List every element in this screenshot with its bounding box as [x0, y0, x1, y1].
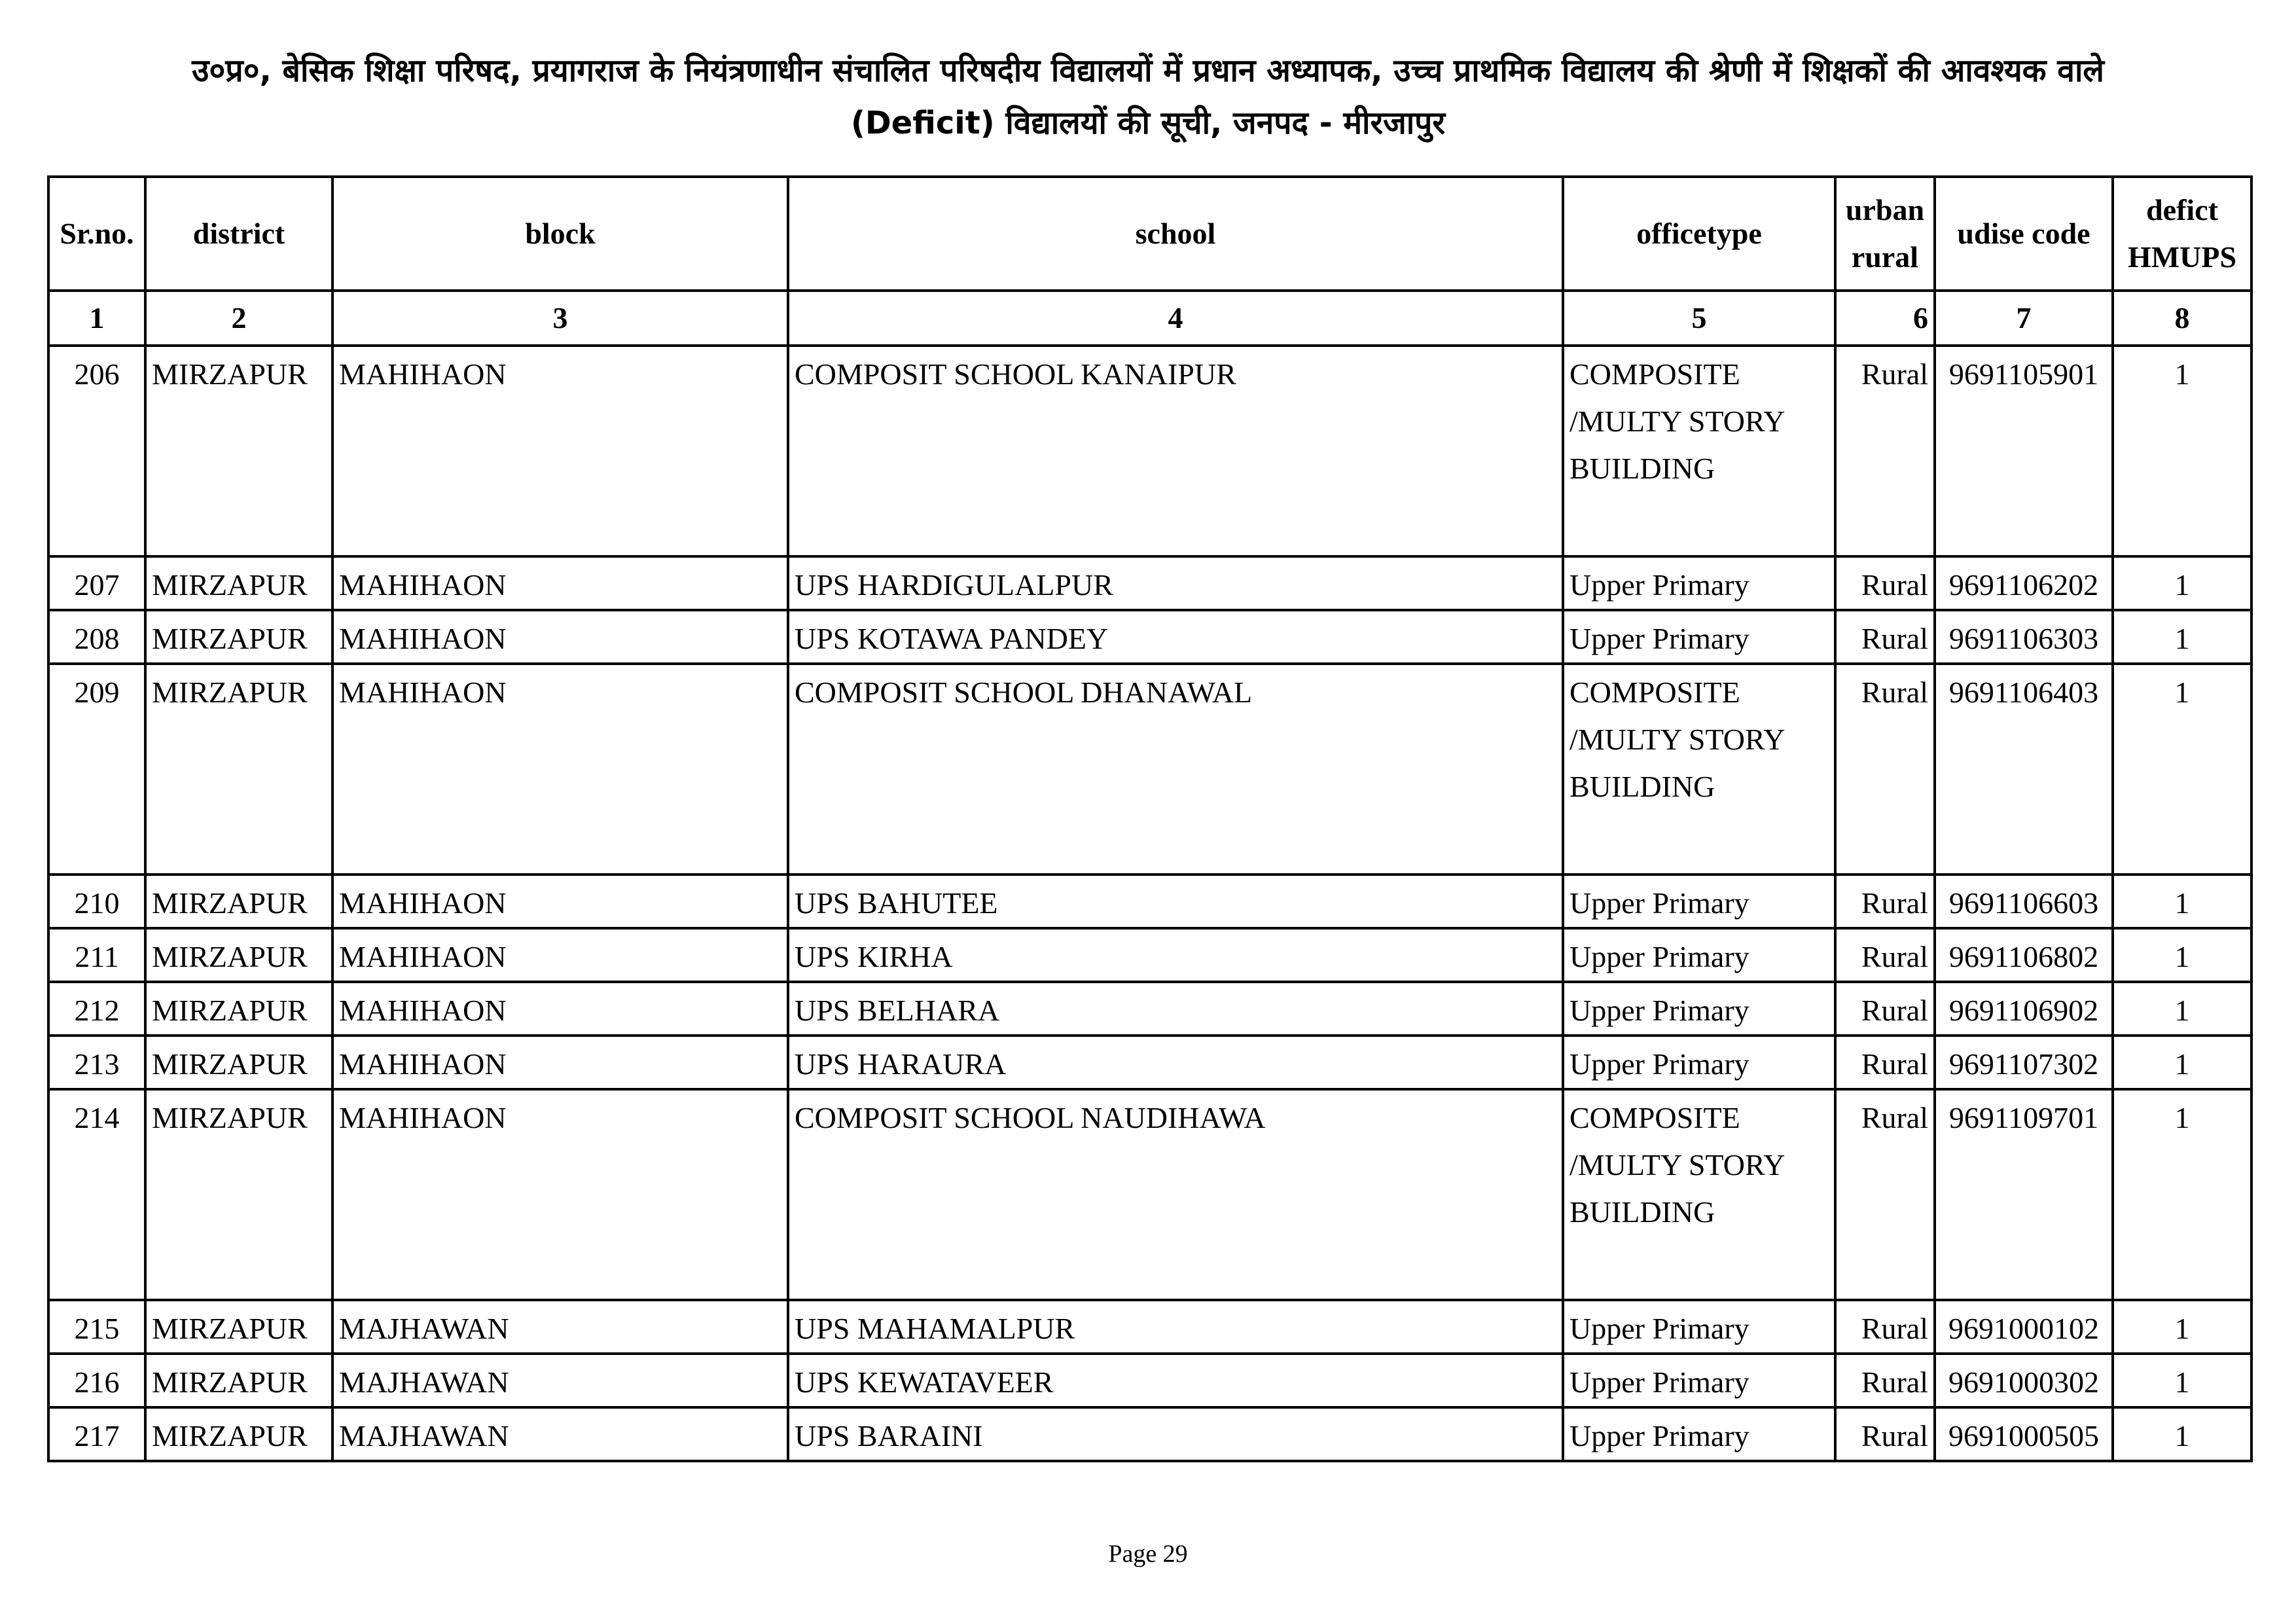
column-number: 1: [48, 291, 145, 346]
cell-district: MIRZAPUR: [145, 982, 332, 1036]
cell-district: MIRZAPUR: [145, 1036, 332, 1089]
cell-udise-code: 9691106403: [1935, 664, 2113, 875]
cell-officetype: COMPOSITE /MULTY STORY BUILDING: [1563, 346, 1835, 556]
title-line-2: (Deficit) विद्यालयों की सूची, जनपद - मीरजापुर: [850, 105, 1446, 141]
cell-school: UPS HARAURA: [788, 1036, 1563, 1089]
cell-srno: 213: [48, 1036, 145, 1089]
cell-udise-code: 9691105901: [1935, 346, 2113, 556]
column-number: 4: [788, 291, 1563, 346]
cell-officetype: Upper Primary: [1563, 1036, 1835, 1089]
cell-srno: 212: [48, 982, 145, 1036]
cell-srno: 217: [48, 1407, 145, 1461]
cell-urban-rural: Rural: [1835, 982, 1935, 1036]
table-row: [48, 875, 2251, 928]
table-row: [48, 1354, 2251, 1407]
cell-deficit: 1: [2113, 1036, 2251, 1089]
cell-udise-code: 9691106603: [1935, 875, 2113, 928]
cell-udise-code: 9691106802: [1935, 928, 2113, 982]
cell-block: MAHIHAON: [332, 610, 788, 664]
cell-block: MAHIHAON: [332, 875, 788, 928]
cell-block: MAHIHAON: [332, 1089, 788, 1300]
cell-officetype: Upper Primary: [1563, 1354, 1835, 1407]
table-row: [48, 556, 2251, 610]
cell-school: COMPOSIT SCHOOL NAUDIHAWA: [788, 1089, 1563, 1300]
column-number: 8: [2113, 291, 2251, 346]
header-urban-rural: urban rural: [1835, 177, 1935, 291]
cell-deficit: 1: [2113, 1089, 2251, 1300]
table-row: [48, 982, 2251, 1036]
cell-school: UPS HARDIGULALPUR: [788, 556, 1563, 610]
cell-officetype: Upper Primary: [1563, 928, 1835, 982]
cell-deficit: 1: [2113, 664, 2251, 875]
cell-school: UPS BAHUTEE: [788, 875, 1563, 928]
cell-deficit: 1: [2113, 982, 2251, 1036]
cell-officetype: COMPOSITE /MULTY STORY BUILDING: [1563, 664, 1835, 875]
cell-district: MIRZAPUR: [145, 1089, 332, 1300]
header-block: block: [332, 177, 788, 291]
cell-school: UPS KOTAWA PANDEY: [788, 610, 1563, 664]
cell-block: MAHIHAON: [332, 928, 788, 982]
column-number-row: [48, 291, 2251, 346]
cell-officetype: Upper Primary: [1563, 1407, 1835, 1461]
cell-block: MAJHAWAN: [332, 1407, 788, 1461]
cell-srno: 207: [48, 556, 145, 610]
cell-udise-code: 9691000302: [1935, 1354, 2113, 1407]
table-row: [48, 346, 2251, 556]
cell-udise-code: 9691109701: [1935, 1089, 2113, 1300]
column-number: 6: [1835, 291, 1935, 346]
cell-district: MIRZAPUR: [145, 1354, 332, 1407]
header-row: [48, 177, 2251, 291]
table-row: [48, 664, 2251, 875]
document-title: [0, 45, 2296, 149]
cell-deficit: 1: [2113, 346, 2251, 556]
cell-udise-code: 9691106902: [1935, 982, 2113, 1036]
cell-urban-rural: Rural: [1835, 556, 1935, 610]
cell-udise-code: 9691106303: [1935, 610, 2113, 664]
cell-srno: 209: [48, 664, 145, 875]
cell-school: COMPOSIT SCHOOL KANAIPUR: [788, 346, 1563, 556]
header-school: school: [788, 177, 1563, 291]
cell-urban-rural: Rural: [1835, 346, 1935, 556]
cell-deficit: 1: [2113, 1354, 2251, 1407]
cell-srno: 208: [48, 610, 145, 664]
cell-block: MAHIHAON: [332, 346, 788, 556]
cell-block: MAHIHAON: [332, 664, 788, 875]
cell-udise-code: 9691106202: [1935, 556, 2113, 610]
header-district: district: [145, 177, 332, 291]
cell-officetype: Upper Primary: [1563, 982, 1835, 1036]
cell-officetype: COMPOSITE /MULTY STORY BUILDING: [1563, 1089, 1835, 1300]
column-number: 2: [145, 291, 332, 346]
header-deficit-hmups: defict HMUPS: [2113, 177, 2251, 291]
cell-deficit: 1: [2113, 1300, 2251, 1354]
table-row: [48, 1407, 2251, 1461]
cell-school: UPS KEWATAVEER: [788, 1354, 1563, 1407]
cell-deficit: 1: [2113, 610, 2251, 664]
cell-block: MAJHAWAN: [332, 1300, 788, 1354]
page-number: Page 29: [1108, 1540, 1188, 1568]
cell-urban-rural: Rural: [1835, 1407, 1935, 1461]
cell-district: MIRZAPUR: [145, 928, 332, 982]
cell-deficit: 1: [2113, 1407, 2251, 1461]
cell-school: COMPOSIT SCHOOL DHANAWAL: [788, 664, 1563, 875]
cell-urban-rural: Rural: [1835, 1089, 1935, 1300]
cell-srno: 211: [48, 928, 145, 982]
cell-officetype: Upper Primary: [1563, 875, 1835, 928]
column-number: 5: [1563, 291, 1835, 346]
deficit-schools-table: [47, 175, 2253, 1462]
cell-urban-rural: Rural: [1835, 664, 1935, 875]
cell-urban-rural: Rural: [1835, 928, 1935, 982]
column-number: 3: [332, 291, 788, 346]
cell-deficit: 1: [2113, 875, 2251, 928]
title-line-1: उ०प्र०, बेसिक शिक्षा परिषद, प्रयागराज के नियंत्रणाधीन संचालित परिषदीय विद्यालयों में प्रधान अध्यापक, उच्च प्राथमिक विद्यालय की श्रेणी में शिक्षकों की आवश्यक वाले: [192, 52, 2104, 89]
cell-udise-code: 9691107302: [1935, 1036, 2113, 1089]
table-row: [48, 610, 2251, 664]
cell-block: MAHIHAON: [332, 556, 788, 610]
table-row: [48, 1036, 2251, 1089]
cell-school: UPS MAHAMALPUR: [788, 1300, 1563, 1354]
cell-deficit: 1: [2113, 556, 2251, 610]
header-udise-code: udise code: [1935, 177, 2113, 291]
cell-urban-rural: Rural: [1835, 1354, 1935, 1407]
table-row: [48, 1089, 2251, 1300]
table-row: [48, 1300, 2251, 1354]
cell-block: MAHIHAON: [332, 982, 788, 1036]
cell-officetype: Upper Primary: [1563, 610, 1835, 664]
cell-officetype: Upper Primary: [1563, 556, 1835, 610]
cell-urban-rural: Rural: [1835, 1300, 1935, 1354]
cell-district: MIRZAPUR: [145, 610, 332, 664]
cell-urban-rural: Rural: [1835, 610, 1935, 664]
cell-deficit: 1: [2113, 928, 2251, 982]
cell-udise-code: 9691000505: [1935, 1407, 2113, 1461]
cell-district: MIRZAPUR: [145, 1300, 332, 1354]
cell-district: MIRZAPUR: [145, 664, 332, 875]
cell-district: MIRZAPUR: [145, 1407, 332, 1461]
cell-district: MIRZAPUR: [145, 556, 332, 610]
cell-urban-rural: Rural: [1835, 1036, 1935, 1089]
cell-officetype: Upper Primary: [1563, 1300, 1835, 1354]
cell-district: MIRZAPUR: [145, 346, 332, 556]
cell-district: MIRZAPUR: [145, 875, 332, 928]
cell-srno: 215: [48, 1300, 145, 1354]
cell-srno: 214: [48, 1089, 145, 1300]
cell-srno: 216: [48, 1354, 145, 1407]
cell-srno: 210: [48, 875, 145, 928]
cell-block: MAJHAWAN: [332, 1354, 788, 1407]
table-row: [48, 928, 2251, 982]
cell-urban-rural: Rural: [1835, 875, 1935, 928]
column-number: 7: [1935, 291, 2113, 346]
cell-school: UPS BARAINI: [788, 1407, 1563, 1461]
header-srno: Sr.no.: [48, 177, 145, 291]
cell-srno: 206: [48, 346, 145, 556]
cell-udise-code: 9691000102: [1935, 1300, 2113, 1354]
cell-school: UPS BELHARA: [788, 982, 1563, 1036]
header-officetype: officetype: [1563, 177, 1835, 291]
cell-block: MAHIHAON: [332, 1036, 788, 1089]
cell-school: UPS KIRHA: [788, 928, 1563, 982]
